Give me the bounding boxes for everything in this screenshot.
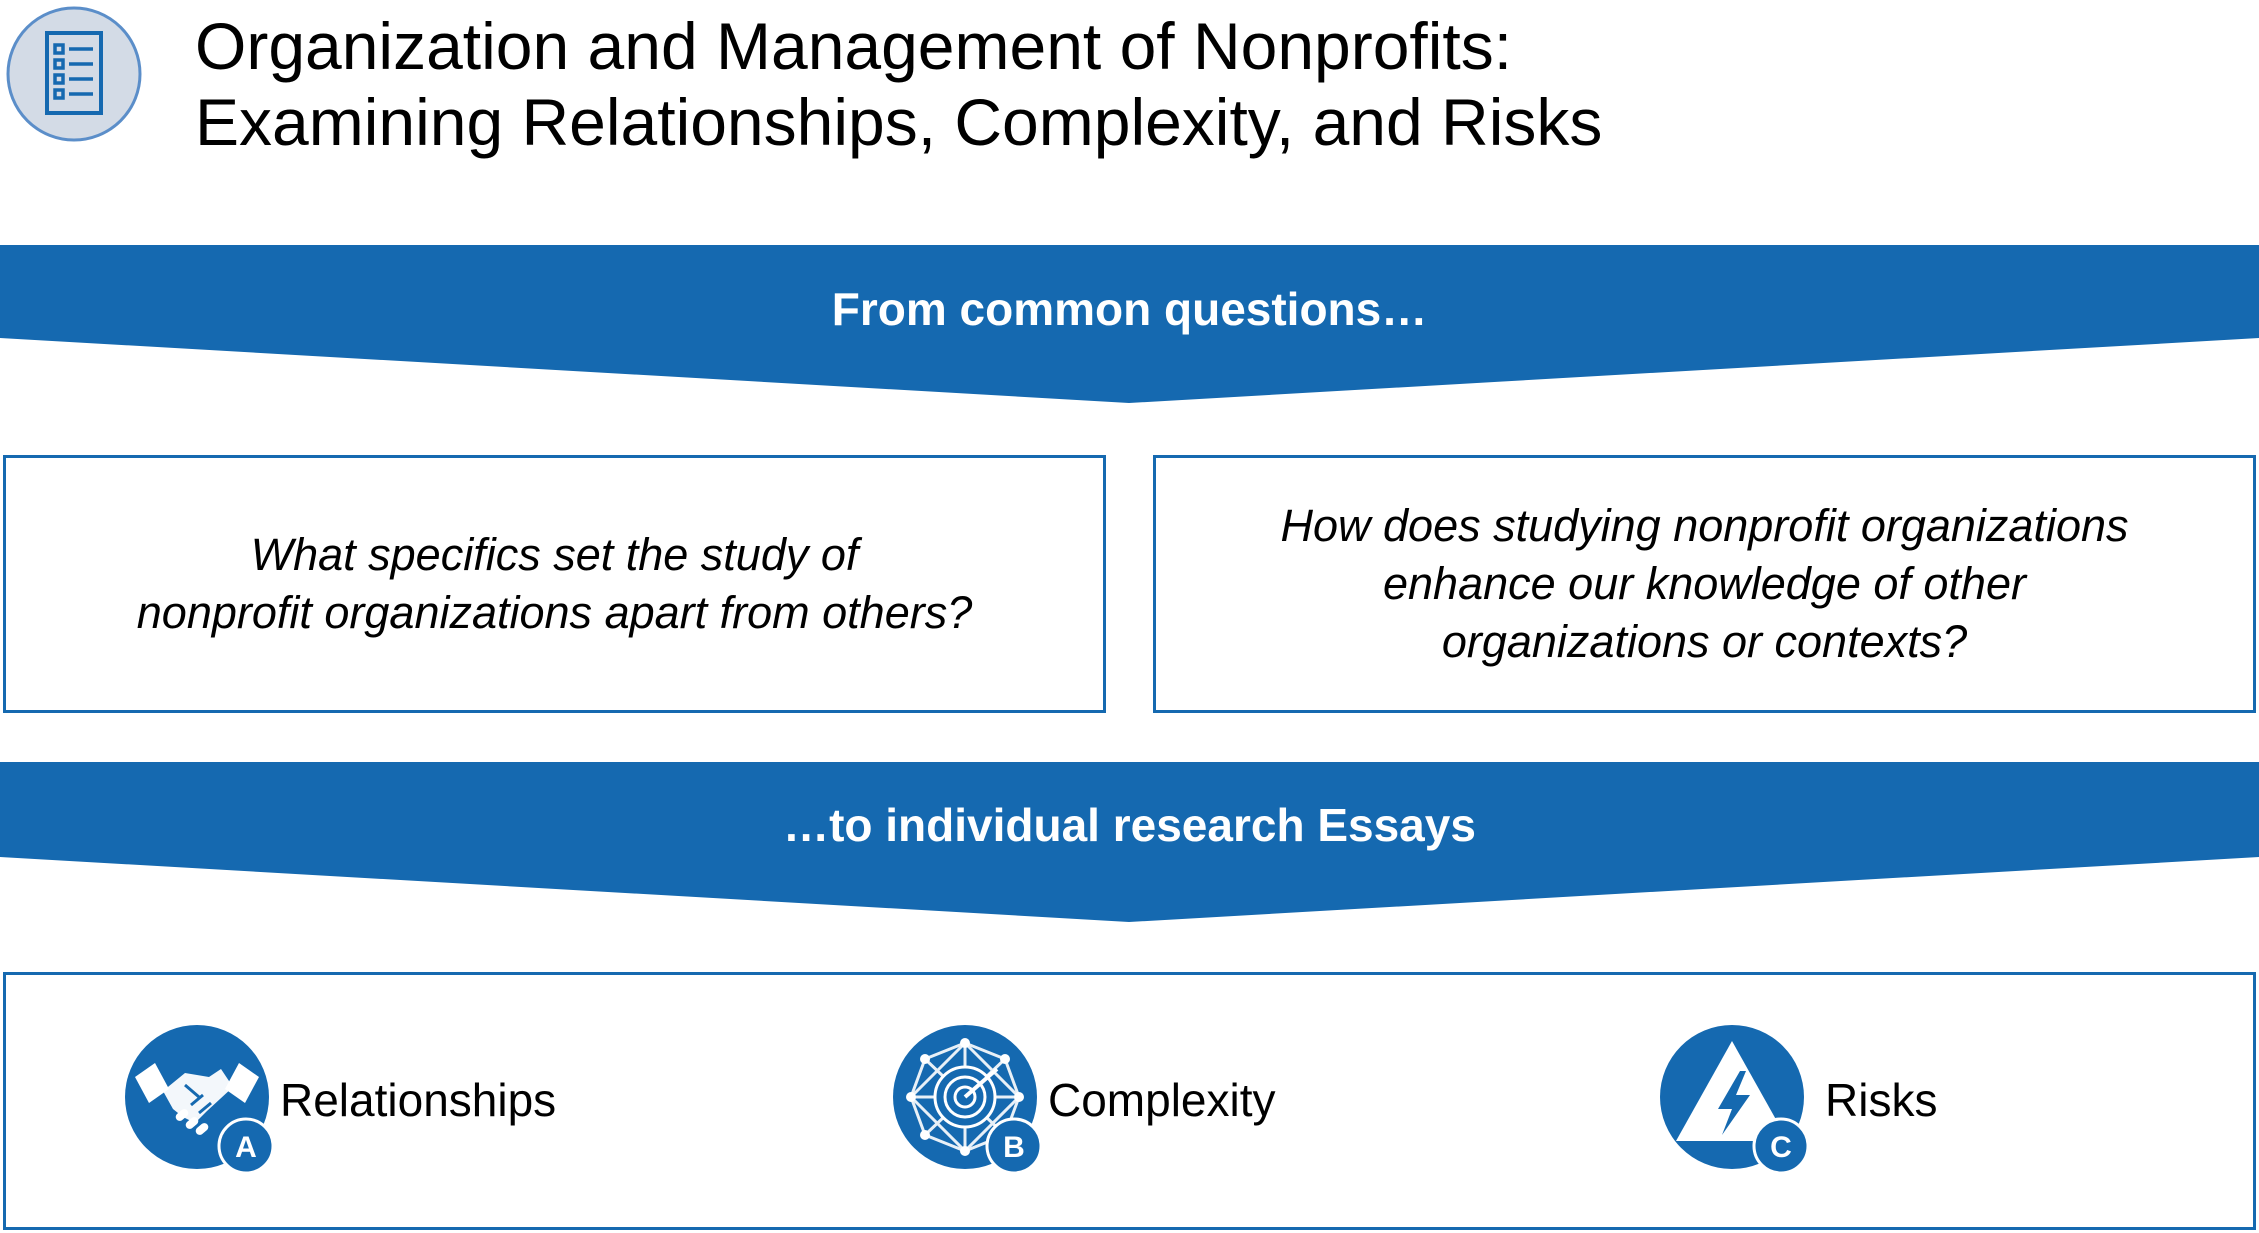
title-line-2: Examining Relationships, Complexity, and Risks xyxy=(195,85,1603,159)
question-line: enhance our knowledge of other xyxy=(1383,558,2026,609)
essay-label-risks: Risks xyxy=(1825,1074,1938,1126)
badge-b: B xyxy=(1003,1131,1025,1164)
badge-c: C xyxy=(1770,1131,1792,1164)
banner-top xyxy=(0,245,2259,405)
question-line: nonprofit organizations apart from others? xyxy=(136,587,973,638)
essay-relationships xyxy=(125,1025,605,1175)
banner-bottom-label: …to individual research Essays xyxy=(783,799,1476,851)
title-line-1: Organization and Management of Nonprofits: xyxy=(195,9,1513,83)
question-line: What specifics set the study of xyxy=(250,529,859,580)
essay-risks xyxy=(1660,1025,2060,1175)
essay-complexity xyxy=(893,1025,1353,1175)
question-2-text xyxy=(1280,497,2128,671)
essay-label-relationships: Relationships xyxy=(280,1074,557,1126)
question-box-1 xyxy=(3,455,1106,713)
question-box-2 xyxy=(1153,455,2256,713)
network-target-icon xyxy=(893,1025,1043,1175)
question-line: How does studying nonprofit organizations xyxy=(1280,500,2129,551)
banner-top-label: From common questions… xyxy=(831,283,1428,335)
warning-lightning-icon xyxy=(1660,1025,1810,1175)
handshake-icon xyxy=(125,1025,275,1175)
question-1-text xyxy=(137,526,972,642)
document-list-icon xyxy=(5,5,143,143)
page-title xyxy=(195,8,1602,160)
question-line: organizations or contexts? xyxy=(1441,616,1968,667)
banner-bottom xyxy=(0,762,2259,927)
badge-a: A xyxy=(235,1131,257,1164)
essay-label-complexity: Complexity xyxy=(1048,1074,1276,1126)
